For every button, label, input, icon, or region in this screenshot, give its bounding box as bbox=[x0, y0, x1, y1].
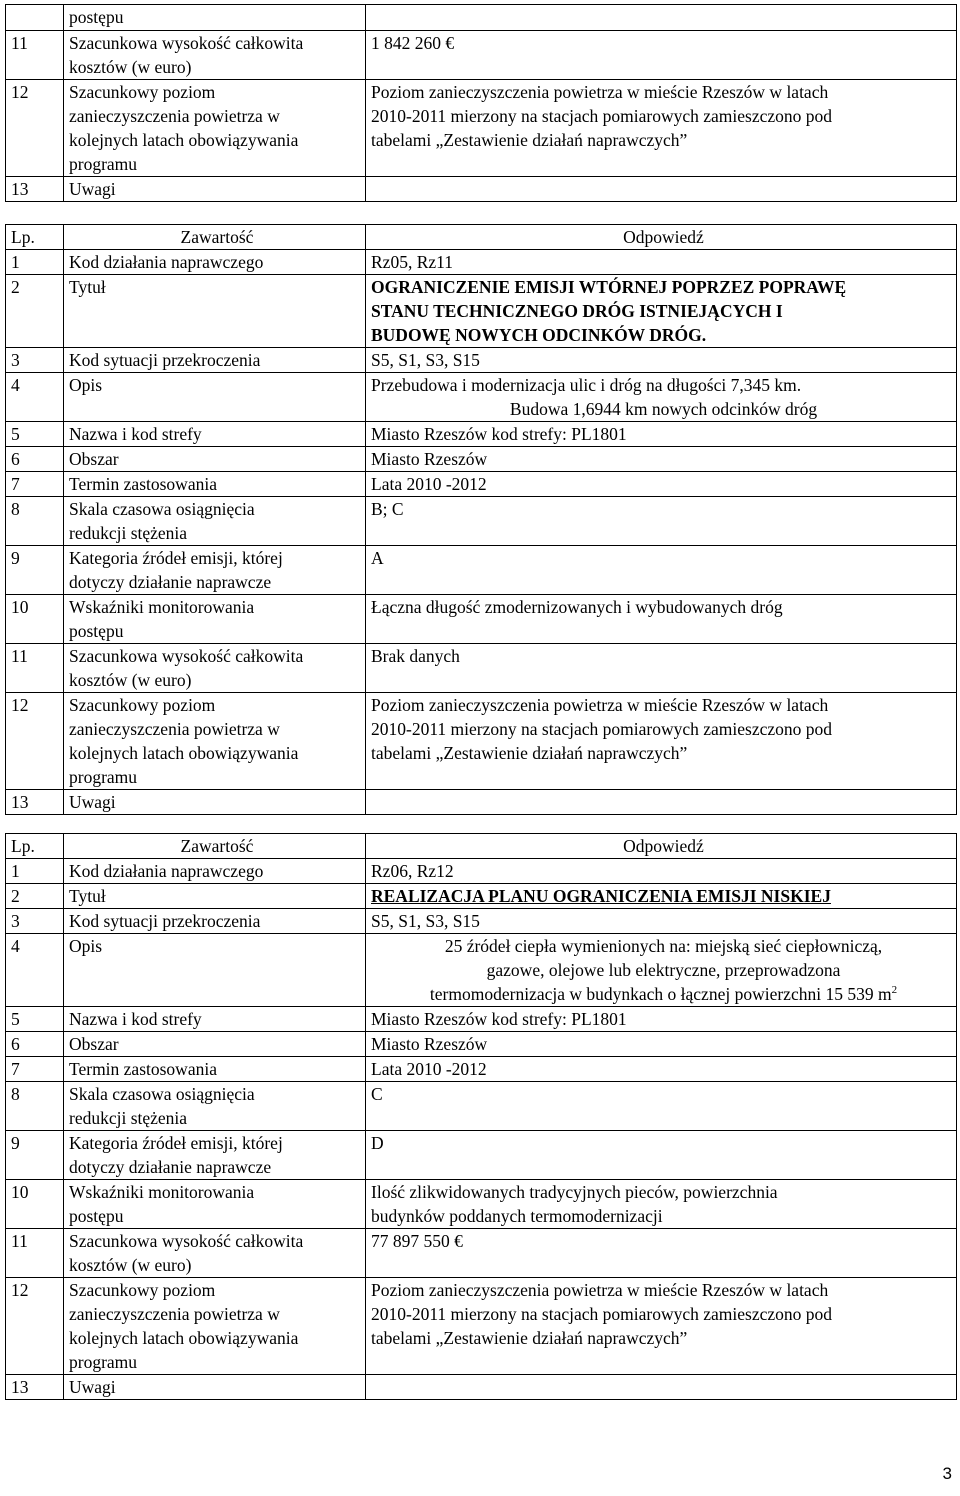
description: Przebudowa i modernizacja ulic i dróg na długości 7,345 km. Budowa 1,6944 km nowych odcinków dróg bbox=[366, 373, 957, 422]
row-number: 4 bbox=[6, 934, 64, 1007]
row-number: 5 bbox=[6, 1007, 64, 1032]
row-number: 7 bbox=[6, 1057, 64, 1082]
pollution-level: Poziom zanieczyszczenia powietrza w mieście Rzeszów w latach 2010-2011 mierzony na stacjach pomiarowych zamieszczono pod tabelami „Zestawienie działań naprawczych” bbox=[366, 693, 957, 790]
table-row bbox=[6, 1375, 957, 1400]
row-label: Wskaźniki monitorowania postępu bbox=[64, 595, 366, 644]
row-value bbox=[366, 31, 957, 80]
header-odpowiedz: Odpowiedź bbox=[366, 225, 957, 250]
table-row bbox=[6, 1229, 957, 1278]
table-row bbox=[6, 934, 957, 1007]
row-number: 10 bbox=[6, 1180, 64, 1229]
table-row bbox=[6, 447, 957, 472]
row-label: Obszar bbox=[64, 1032, 366, 1057]
zone-code: Miasto Rzeszów kod strefy: PL1801 bbox=[366, 422, 957, 447]
row-number: 2 bbox=[6, 275, 64, 348]
table-header-row bbox=[6, 225, 957, 250]
time-scale: B; C bbox=[366, 497, 957, 546]
row-label: Szacunkowa wysokość całkowita kosztów (w euro) bbox=[64, 1229, 366, 1278]
table-row bbox=[6, 1131, 957, 1180]
table-row bbox=[6, 1057, 957, 1082]
top-partial-table bbox=[5, 4, 957, 202]
row-number: 5 bbox=[6, 422, 64, 447]
action-card-rz06 bbox=[5, 833, 957, 1400]
row-number: 2 bbox=[6, 884, 64, 909]
row-label: Kod działania naprawczego bbox=[64, 859, 366, 884]
table-row bbox=[6, 1278, 957, 1375]
table-row bbox=[6, 348, 957, 373]
row-label: Kategoria źródeł emisji, której dotyczy działanie naprawcze bbox=[64, 1131, 366, 1180]
row-number: 9 bbox=[6, 1131, 64, 1180]
row-number: 10 bbox=[6, 595, 64, 644]
table-row bbox=[6, 1082, 957, 1131]
cost: Brak danych bbox=[366, 644, 957, 693]
row-number: 9 bbox=[6, 546, 64, 595]
row-number: 11 bbox=[6, 644, 64, 693]
action-code: Rz05, Rz11 bbox=[366, 250, 957, 275]
term: Lata 2010 -2012 bbox=[366, 472, 957, 497]
table-row bbox=[6, 1007, 957, 1032]
exceedance-code: S5, S1, S3, S15 bbox=[366, 909, 957, 934]
row-number: 8 bbox=[6, 497, 64, 546]
zone-code: Miasto Rzeszów kod strefy: PL1801 bbox=[366, 1007, 957, 1032]
table-row bbox=[6, 859, 957, 884]
row-label: postępu bbox=[64, 5, 366, 31]
description: 25 źródeł ciepła wymienionych na: miejską sieć ciepłowniczą, gazowe, olejowe lub elektryczne, przeprowadzona termomodernizacja w budynkach o łącznej powierzchni 15 539 $m^2$ bbox=[366, 934, 957, 1007]
table-row bbox=[6, 373, 957, 422]
table-row bbox=[6, 1180, 957, 1229]
remarks bbox=[366, 790, 957, 815]
row-label: Kategoria źródeł emisji, której dotyczy działanie naprawcze bbox=[64, 546, 366, 595]
table-row bbox=[6, 693, 957, 790]
row-label: Obszar bbox=[64, 447, 366, 472]
table-row bbox=[6, 497, 957, 546]
euro-symbol: € bbox=[445, 33, 455, 53]
indicators: Łączna długość zmodernizowanych i wybudowanych dróg bbox=[366, 595, 957, 644]
row-number: 7 bbox=[6, 472, 64, 497]
table-row bbox=[6, 595, 957, 644]
row-number: 6 bbox=[6, 447, 64, 472]
row-label: Szacunkowy poziom zanieczyszczenia powietrza w kolejnych latach obowiązywania programu bbox=[64, 80, 366, 177]
source-category: D bbox=[366, 1131, 957, 1180]
row-label: Skala czasowa osiągnięcia redukcji stężenia bbox=[64, 1082, 366, 1131]
row-number: 12 bbox=[6, 1278, 64, 1375]
row-number bbox=[6, 5, 64, 31]
row-label: Szacunkowa wysokość całkowita kosztów (w euro) bbox=[64, 31, 366, 80]
cost: 77 897 550 € bbox=[366, 1229, 957, 1278]
header-lp: Lp. bbox=[6, 225, 64, 250]
header-zawartosc: Zawartość bbox=[64, 834, 366, 859]
row-label: Kod sytuacji przekroczenia bbox=[64, 348, 366, 373]
row-label: Termin zastosowania bbox=[64, 472, 366, 497]
row-label: Kod działania naprawczego bbox=[64, 250, 366, 275]
indicators: Ilość zlikwidowanych tradycyjnych pieców, powierzchnia budynków poddanych termomodernizacji bbox=[366, 1180, 957, 1229]
row-label: Kod sytuacji przekroczenia bbox=[64, 909, 366, 934]
table-row bbox=[6, 422, 957, 447]
table-row bbox=[6, 644, 957, 693]
header-lp: Lp. bbox=[6, 834, 64, 859]
row-number: 1 bbox=[6, 250, 64, 275]
pollution-level: Poziom zanieczyszczenia powietrza w mieście Rzeszów w latach 2010-2011 mierzony na stacjach pomiarowych zamieszczono pod tabelami „Zestawienie działań naprawczych” bbox=[366, 1278, 957, 1375]
header-zawartosc: Zawartość bbox=[64, 225, 366, 250]
row-label: Opis bbox=[64, 373, 366, 422]
table-row bbox=[6, 275, 957, 348]
row-number: 1 bbox=[6, 859, 64, 884]
exceedance-code: S5, S1, S3, S15 bbox=[366, 348, 957, 373]
table-row bbox=[6, 472, 957, 497]
row-label: Nazwa i kod strefy bbox=[64, 1007, 366, 1032]
row-label: Szacunkowa wysokość całkowita kosztów (w euro) bbox=[64, 644, 366, 693]
table-row bbox=[6, 177, 957, 202]
time-scale: C bbox=[366, 1082, 957, 1131]
row-number: 8 bbox=[6, 1082, 64, 1131]
row-label: Tytuł bbox=[64, 275, 366, 348]
term: Lata 2010 -2012 bbox=[366, 1057, 957, 1082]
row-number: 12 bbox=[6, 80, 64, 177]
row-number: 4 bbox=[6, 373, 64, 422]
table-row bbox=[6, 546, 957, 595]
source-category: A bbox=[366, 546, 957, 595]
action-code: Rz06, Rz12 bbox=[366, 859, 957, 884]
table-row bbox=[6, 909, 957, 934]
row-label: Tytuł bbox=[64, 884, 366, 909]
table-header-row bbox=[6, 834, 957, 859]
action-title: REALIZACJA PLANU OGRANICZENIA EMISJI NISKIEJ bbox=[366, 884, 957, 909]
table-row bbox=[6, 790, 957, 815]
action-card-rz05 bbox=[5, 224, 957, 815]
row-number: 3 bbox=[6, 348, 64, 373]
row-label: Skala czasowa osiągnięcia redukcji stężenia bbox=[64, 497, 366, 546]
row-value bbox=[366, 177, 957, 202]
row-value: Poziom zanieczyszczenia powietrza w mieście Rzeszów w latach 2010-2011 mierzony na stacjach pomiarowych zamieszczono pod tabelami „Zestawienie działań naprawczych” bbox=[366, 80, 957, 177]
table-row bbox=[6, 31, 957, 80]
row-label: Szacunkowy poziom zanieczyszczenia powietrza w kolejnych latach obowiązywania programu bbox=[64, 693, 366, 790]
row-number: 11 bbox=[6, 31, 64, 80]
table-row bbox=[6, 5, 957, 31]
row-number: 6 bbox=[6, 1032, 64, 1057]
remarks bbox=[366, 1375, 957, 1400]
table-row bbox=[6, 884, 957, 909]
table-row bbox=[6, 80, 957, 177]
row-label: Nazwa i kod strefy bbox=[64, 422, 366, 447]
row-label: Wskaźniki monitorowania postępu bbox=[64, 1180, 366, 1229]
table-row bbox=[6, 1032, 957, 1057]
superscript: 2 bbox=[891, 984, 898, 997]
row-number: 11 bbox=[6, 1229, 64, 1278]
row-value bbox=[366, 5, 957, 31]
cost-value: 1 842 260 bbox=[371, 33, 446, 53]
area: Miasto Rzeszów bbox=[366, 447, 957, 472]
header-odpowiedz: Odpowiedź bbox=[366, 834, 957, 859]
action-title: OGRANICZENIE EMISJI WTÓRNEJ POPRZEZ POPRAWĘ STANU TECHNICZNEGO DRÓG ISTNIEJĄCYCH I BUDOWĘ NOWYCH ODCINKÓW DRÓG. bbox=[366, 275, 957, 348]
row-label: Uwagi bbox=[64, 177, 366, 202]
row-number: 13 bbox=[6, 177, 64, 202]
row-label: Opis bbox=[64, 934, 366, 1007]
row-number: 13 bbox=[6, 790, 64, 815]
row-label: Szacunkowy poziom zanieczyszczenia powietrza w kolejnych latach obowiązywania programu bbox=[64, 1278, 366, 1375]
row-number: 13 bbox=[6, 1375, 64, 1400]
page-number: 3 bbox=[942, 1464, 952, 1483]
row-label: Uwagi bbox=[64, 790, 366, 815]
euro-symbol: € bbox=[454, 1231, 463, 1251]
row-label: Uwagi bbox=[64, 1375, 366, 1400]
row-label: Termin zastosowania bbox=[64, 1057, 366, 1082]
row-number: 3 bbox=[6, 909, 64, 934]
row-number: 12 bbox=[6, 693, 64, 790]
table-row bbox=[6, 250, 957, 275]
area: Miasto Rzeszów bbox=[366, 1032, 957, 1057]
